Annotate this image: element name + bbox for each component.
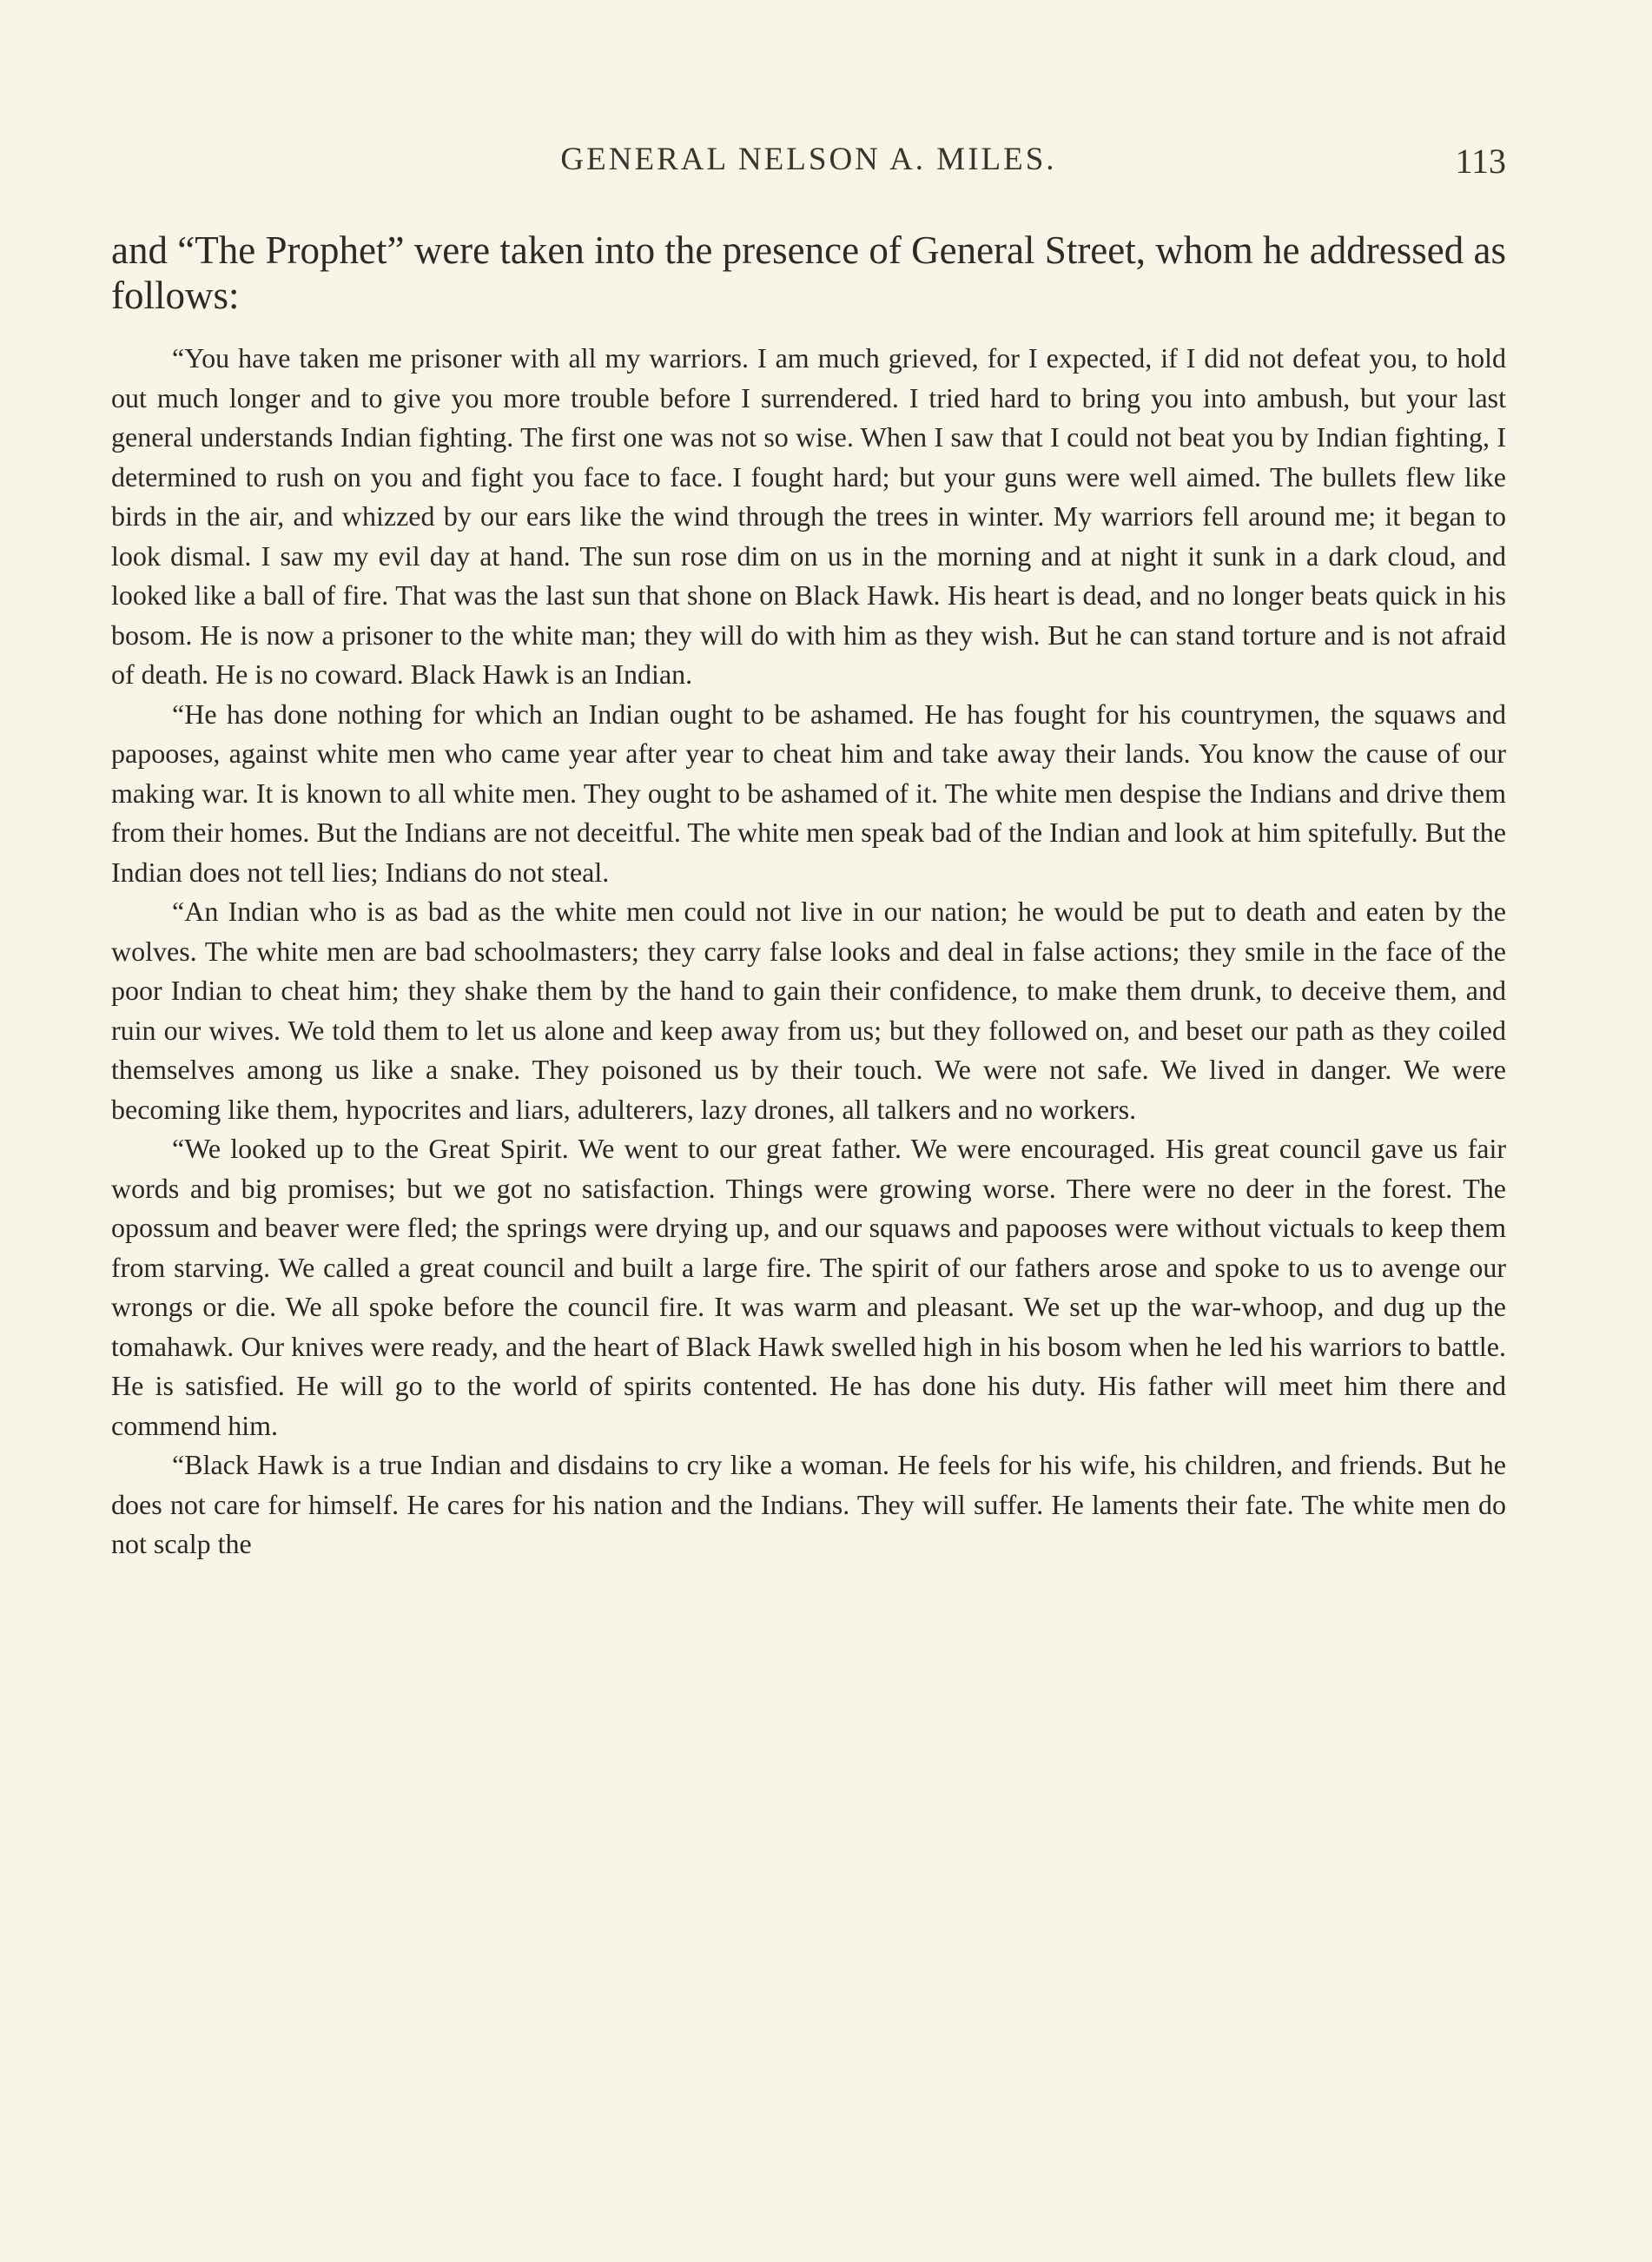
quoted-speech [111, 339, 1506, 1564]
page-number: 113 [1455, 142, 1506, 181]
speech-paragraph-3: “An Indian who is as bad as the white men could not live in our nation; he would be put to death and eaten by the wolves. The white men are bad schoolmasters; they carry false looks and deal in false actions; they smile in the face of the poor Indian to cheat him; they shake them by the hand to gain their confidence, to make them drunk, to deceive them, and ruin our wives. We told them to let us alone and keep away from us; but they followed on, and beset our path as they coiled themselves among us like a snake. They poisoned us by their touch. We were not safe. We lived in danger. We were becoming like them, hypocrites and liars, adulterers, lazy drones, all talkers and no workers. [111, 896, 1506, 1125]
running-title: GENERAL NELSON A. MILES. [560, 142, 1057, 177]
speech-paragraph-1: “You have taken me prisoner with all my warriors. I am much grieved, for I expected, if I did not defeat you, to hold out much longer and to give you more trouble before I surrendered. I tried hard to bring you into ambush, but your last general understands Indian fighting. The first one was not so wise. When I saw that I could not beat you by Indian fighting, I determined to rush on you and fight you face to face. I fought hard; but your guns were well aimed. The bullets flew like birds in the air, and whizzed by our ears like the wind through the trees in winter. My warriors fell around me; it began to look dismal. I saw my evil day at hand. The sun rose dim on us in the morning and at night it sunk in a dark cloud, and looked like a ball of fire. That was the last sun that shone on Black Hawk. His heart is dead, and no longer beats quick in his bosom. He is now a prisoner to the white man; they will do with him as they wish. But he can stand torture and is not afraid of death. He is no coward. Black Hawk is an Indian. [111, 342, 1506, 690]
speech-paragraph-2: “He has done nothing for which an Indian ought to be ashamed. He has fought for his countrymen, the squaws and papooses, against white men who came year after year to cheat him and take away their lands. You know the cause of our making war. It is known to all white men. They ought to be ashamed of it. The white men despise the Indians and drive them from their homes. But the Indians are not deceitful. The white men speak bad of the Indian and look at him spitefully. But the Indian does not tell lies; Indians do not steal. [111, 698, 1506, 888]
speech-paragraph-4: “We looked up to the Great Spirit. We went to our great father. We were encouraged. His great council gave us fair words and big promises; but we got no satisfaction. Things were growing worse. There were no deer in the forest. The opossum and beaver were fled; the springs were drying up, and our squaws and papooses were without victuals to keep them from starving. We called a great council and built a large fire. The spirit of our fathers arose and spoke to us to avenge our wrongs or die. We all spoke before the council fire. It was warm and pleasant. We set up the war-whoop, and dug up the tomahawk. Our knives were ready, and the heart of Black Hawk swelled high in his bosom when he led his warriors to battle. He is satisfied. He will go to the world of spirits contented. He has done his duty. His father will meet him there and commend him. [111, 1133, 1506, 1441]
running-head [111, 141, 1506, 184]
speech-paragraph-5: “Black Hawk is a true Indian and disdains to cry like a woman. He feels for his wife, his children, and friends. But he does not care for himself. He cares for his nation and the Indians. They will suffer. He laments their fate. The white men do not scalp the [111, 1449, 1506, 1559]
intro-paragraph: and “The Prophet” were taken into the presence of General Street, whom he addressed as follows: [111, 228, 1506, 317]
